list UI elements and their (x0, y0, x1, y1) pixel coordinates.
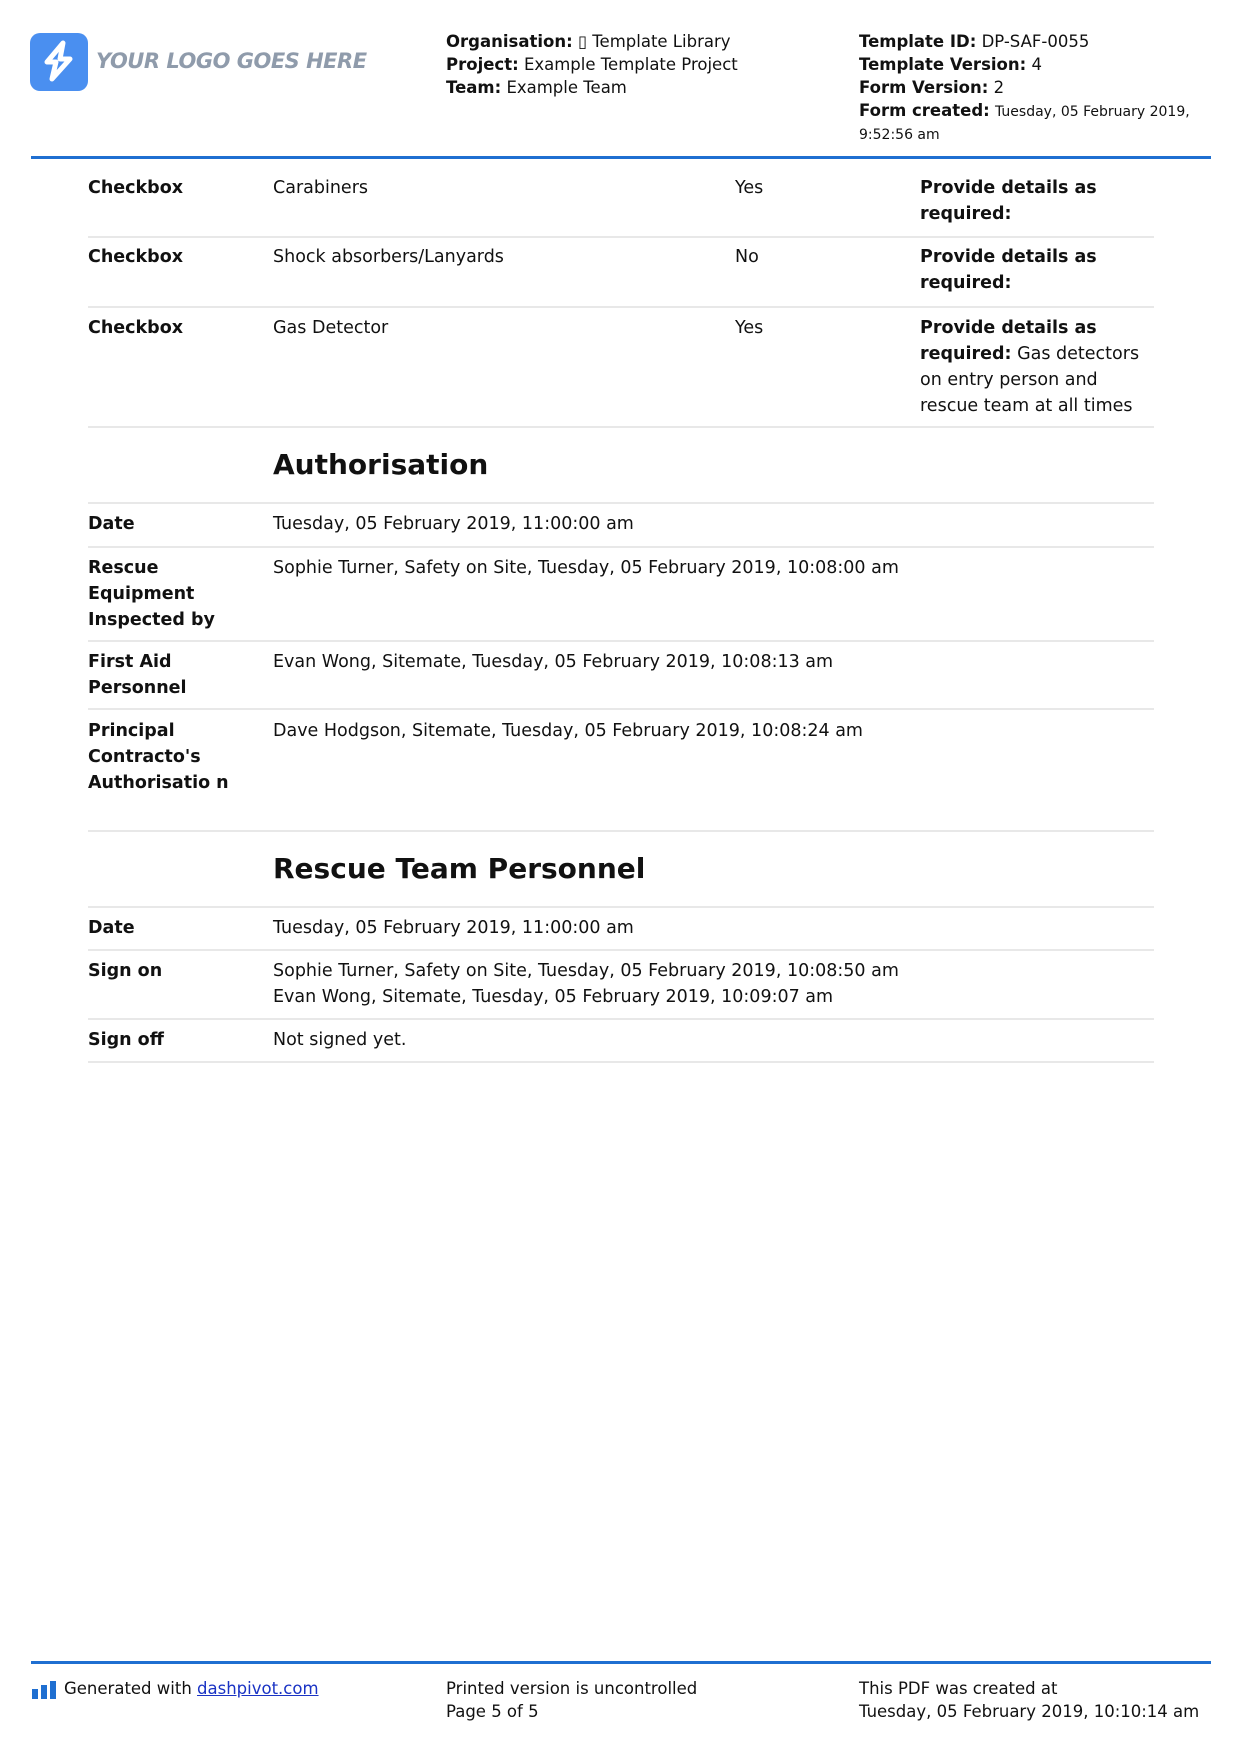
form-version-value: 2 (993, 78, 1005, 97)
sign-on-entry: Sophie Turner, Safety on Site, Tuesday, 05 February 2019, 10:08:50 am (273, 961, 899, 981)
first-aid-label: First Aid Personnel (88, 652, 187, 698)
header-template-info (859, 30, 1219, 147)
template-version-value: 4 (1031, 55, 1042, 74)
details-label: Provide details as required: (920, 178, 1097, 224)
footer-generated (64, 1677, 319, 1700)
organisation-label: Organisation: (446, 32, 573, 51)
first-aid-value: Evan Wong, Sitemate, Tuesday, 05 February 2019, 10:08:13 am (273, 652, 834, 672)
rescue-equipment-value: Sophie Turner, Safety on Site, Tuesday, 05 February 2019, 10:08:00 am (273, 558, 899, 578)
row-divider (88, 236, 1154, 238)
footer-print-info (446, 1677, 697, 1723)
auth-date-value: Tuesday, 05 February 2019, 11:00:00 am (273, 514, 634, 534)
footer-created-info (859, 1677, 1199, 1723)
details-label: Provide details as required: (920, 247, 1097, 293)
form-version-label: Form Version: (859, 78, 989, 97)
checklist-answer: Yes (735, 318, 764, 338)
template-id-label: Template ID: (859, 32, 977, 51)
checklist-item: Carabiners (273, 178, 369, 198)
row-divider (88, 426, 1154, 428)
row-divider (88, 640, 1154, 642)
footer-divider (31, 1661, 1211, 1664)
team-value: Example Team (506, 78, 627, 97)
template-id-value: DP-SAF-0055 (981, 32, 1090, 51)
section-title-authorisation: Authorisation (273, 448, 489, 481)
checklist-type: Checkbox (88, 318, 184, 338)
checklist-details (920, 315, 1160, 419)
principal-contractor-value: Dave Hodgson, Sitemate, Tuesday, 05 February 2019, 10:08:24 am (273, 721, 863, 741)
row-divider (88, 502, 1154, 504)
pdf-created-label: This PDF was created at (859, 1679, 1058, 1698)
row-divider (88, 1061, 1154, 1063)
row-divider (88, 949, 1154, 951)
rescue-equipment-label: Rescue Equipment Inspected by (88, 558, 215, 630)
checklist-details (920, 244, 1160, 296)
logo-icon (30, 33, 88, 91)
section-title-rescue-team: Rescue Team Personnel (273, 852, 646, 885)
dashpivot-link[interactable]: dashpivot.com (197, 1679, 319, 1698)
checklist-answer: Yes (735, 178, 764, 198)
dashpivot-bars-icon (32, 1681, 56, 1699)
organisation-value: ▯ Template Library (577, 32, 731, 51)
project-value: Example Template Project (523, 55, 738, 74)
header-divider (31, 156, 1211, 159)
checklist-item: Gas Detector (273, 318, 389, 338)
checklist-answer: No (735, 247, 759, 267)
checklist-item: Shock absorbers/Lanyards (273, 247, 504, 267)
rescue-date-label: Date (88, 918, 135, 938)
checklist-type: Checkbox (88, 247, 184, 267)
team-label: Team: (446, 78, 502, 97)
form-created-value: Tuesday, 05 February 2019, (995, 104, 1190, 120)
company-logo (30, 33, 367, 93)
logo-text: YOUR LOGO GOES HERE (96, 49, 367, 73)
project-label: Project: (446, 55, 519, 74)
uncontrolled-notice: Printed version is uncontrolled (446, 1679, 698, 1698)
row-divider (88, 1018, 1154, 1020)
page-number: Page 5 of 5 (446, 1702, 539, 1721)
form-created-time: 9:52:56 am (859, 127, 940, 143)
rescue-date-value: Tuesday, 05 February 2019, 11:00:00 am (273, 918, 634, 938)
sign-off-label: Sign off (88, 1030, 164, 1050)
row-divider (88, 546, 1154, 548)
row-divider (88, 906, 1154, 908)
form-created-label: Form created: (859, 101, 990, 120)
row-divider (88, 830, 1154, 832)
checklist-type: Checkbox (88, 178, 184, 198)
generated-text: Generated with (64, 1679, 198, 1698)
row-divider (88, 306, 1154, 308)
sign-on-values (273, 958, 899, 1010)
sign-off-value: Not signed yet. (273, 1030, 407, 1050)
template-version-label: Template Version: (859, 55, 1027, 74)
auth-date-label: Date (88, 514, 135, 534)
principal-contractor-label: Principal Contracto's Authorisatio n (88, 721, 229, 793)
checklist-details (920, 175, 1160, 227)
row-divider (88, 708, 1154, 710)
sign-on-label: Sign on (88, 961, 163, 981)
sign-on-entry: Evan Wong, Sitemate, Tuesday, 05 February 2019, 10:09:07 am (273, 987, 834, 1007)
header-project-info (446, 30, 826, 99)
details-value: Gas detectors on entry person and rescue team at all times (920, 344, 1140, 416)
pdf-created-time: Tuesday, 05 February 2019, 10:10:14 am (859, 1702, 1200, 1721)
details-label: Provide details as required: (920, 318, 1097, 364)
